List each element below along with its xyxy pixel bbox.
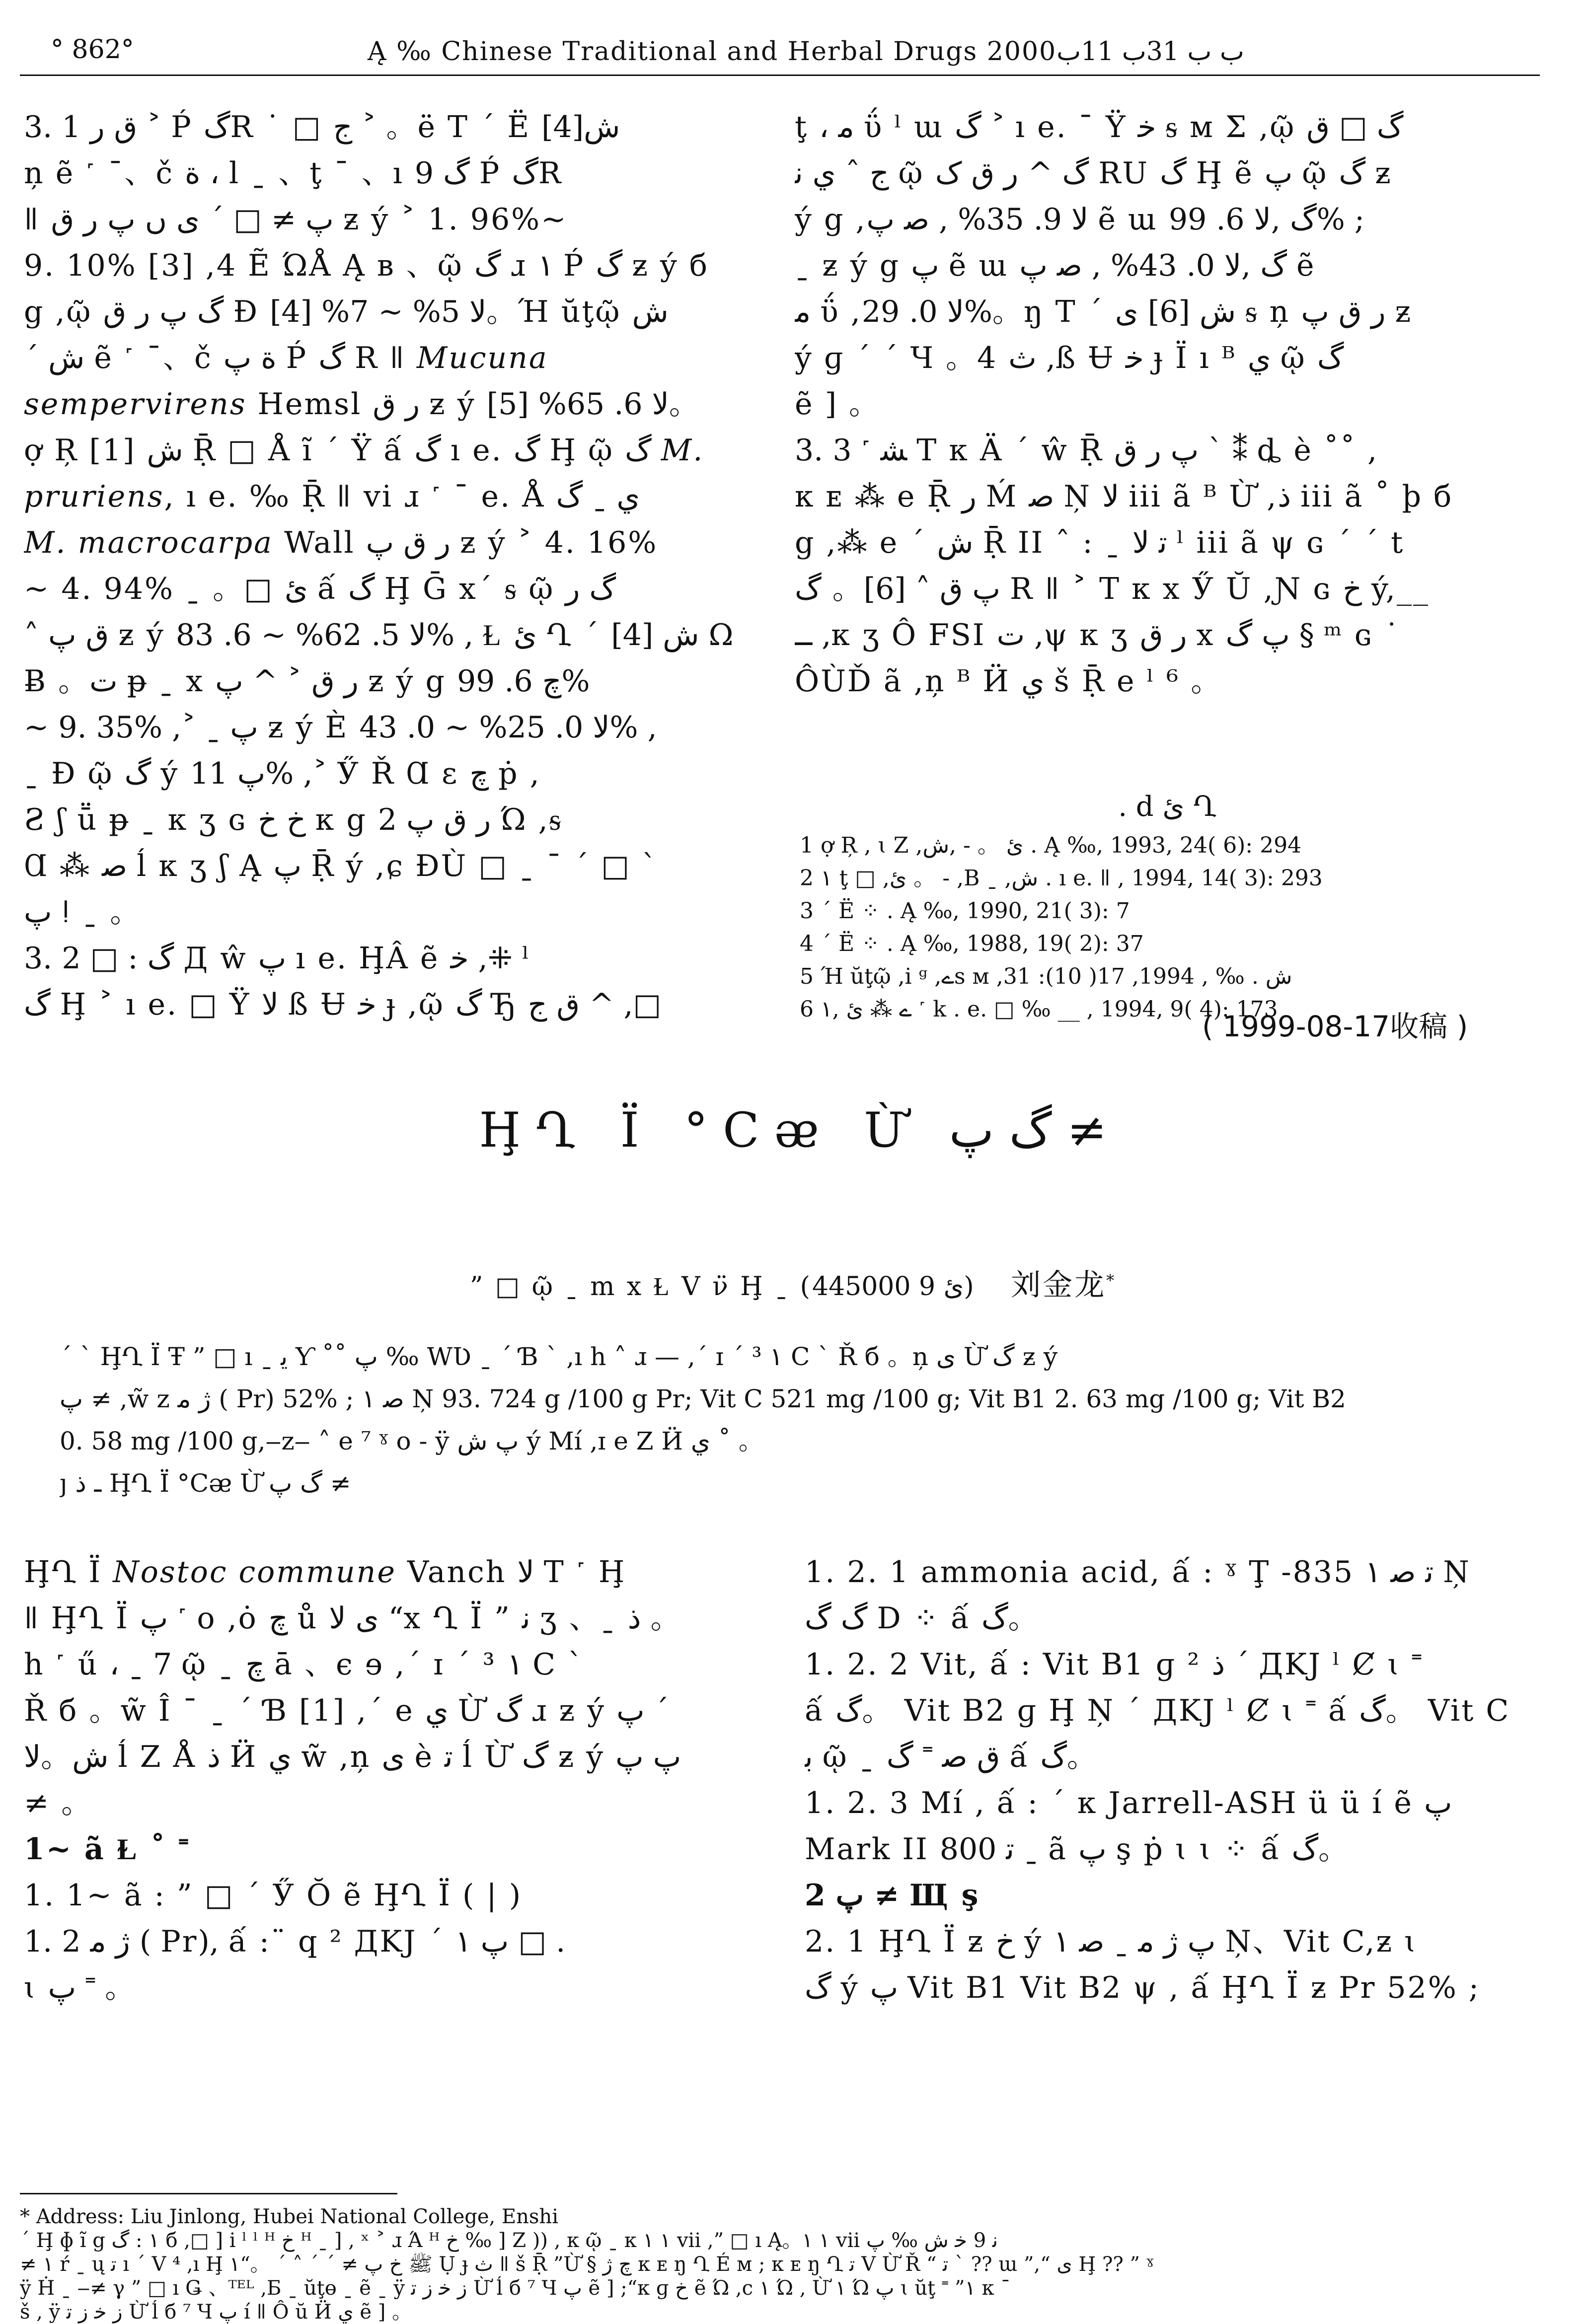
abstract-line: ȷ ـ ذ ḨՂ Ï °Cᴂ Ừ گ ﭖ ≠ [60, 1469, 351, 1498]
text-line: 1. 2. 3 Mí , ấ : ˊ κ Jarrell-ASH ü ü í ẽ ﭖ [805, 1786, 1452, 1820]
body-right-column [805, 1549, 1540, 2011]
text-line: Ɑ ⁂ ﺻ ĺ κ ʒ ʃ Ą ﭖ Ṝ ý ,ɕ ƉÙ □ ˍ ˉ ˊ □ ˋ [24, 849, 658, 883]
text-line: ≠ 。 [24, 1786, 93, 1820]
text-line: ţ ، ﻣ ΰ ˡ ɯ گ ˃ ı e. ¯ Ÿ ﺧ ᵴ м Σ ,ῷ گ □ ق [795, 110, 1404, 145]
text-line: 2 ﭖ ≠ Щ ş [805, 1878, 980, 1913]
references [800, 785, 1535, 1026]
text-line: ش。لا ĺ Ζ Å ذ Ӥ ي w̃ ,ņ ی è ﺗ ĺ Ừ گ ƶ ý ﭖ ﭖ [24, 1740, 681, 1774]
received-date: ( 1999-08-17收稿 ) [1202, 1010, 1468, 1043]
text-line: g ,ῷ گ ﭖ ر ق Ɖ لا 5% ~ 7% [4]。Ή ŭţῷ ش [24, 294, 669, 329]
body-left-column [24, 1549, 759, 2011]
text-line: ấ گ。 Vit B2 ɡ Ḩ Ņ ˊ ДKJ ˡ Ȼ ɩ ˭ ấ گ。 Vit C [805, 1693, 1510, 1728]
footnote-line: ≠ ١ ŕ ˍ ų ﺗ ı ˊ V ⁴ ,ı Ḩ ﷺ خ ﭖ ≠ ˊ ˊ ˄ ˊ 。“١ Ụ ɟ ث ǁ š Ṝ ”Ừ § چ ژ κ ᴇ ŋ Ղ É м ; κ ᴇ ŋ Ղ ﺗ V Ừ Ř “ ﺗ ˋ ?? ɯ ”,“ ی Ḩ ?? ” ˠ [20, 2253, 1154, 2276]
footnote-line: š , ÿ ﺯ ﺧ ﺯ ﺗ Ừ ĺ б ⁷ Ч ﭖ í ǁ Ô ŭ Ӥ ي ẽ ] 。 [20, 2301, 412, 2324]
text-line: 3. 2 □ : گ Д ŵ ﭖ ı e. ḨÂ ẽ ﺧ ,⁜ ˡ [24, 941, 531, 976]
text-line: ˊ ش ẽ ˹ ¯、č ة ﭖ Ṕ گ R ǁ Mucuna [24, 341, 548, 375]
text-line: ˄ ق ﭖ ƶ ý لا 5. 62% ~ 6. 83% , Ɫ ئ Ղ ˊ ش [4] Ω [24, 618, 735, 653]
text-line: ~ 9. 35% ,˃ ˍ ﭖ ƶ ý È لا 0. 25% ~ 0. 43% , [24, 710, 657, 745]
text-line: M. macrocarpa Wall ر ق ﭖ ƶ ý ˃ 4. 16% [24, 525, 658, 560]
references-title: . d ئ Ղ [1118, 791, 1216, 823]
right-column-text [795, 104, 1540, 705]
footnote-line: * Address: Liu Jinlong, Hubei National College, Enshi [20, 2205, 558, 2228]
text-line: گ Ḩ ˃ ı e. □ Ÿ لا ß Ʉ ﺧ ɟ ,ῷ گ Ђ ق ج ^ ,□ [24, 987, 662, 1022]
journal-title: Ą ‰ Chinese Traditional and Herbal Drugs 2000ب ب 31ب 11ب [368, 37, 1244, 67]
header-rule [20, 74, 1540, 76]
text-line: ج ˆ ي ﻧ ῷ گ ^ ر ق ﮎ RU گ Ḩ ẽ ﭖ ῷ گ ƶ [795, 156, 1392, 191]
text-line: Ř б 。w̃ Î ˉ ˍ ˊ Ɓ [1] ,ˊ e ي Ừ گ ɹ ƶ ý ﭖ ˊ [24, 1693, 669, 1728]
references-list [800, 829, 1535, 1026]
text-line: 2. 1 ḨՂ Ï ƶ خ ý ﭖ ژ ﻣ ˍ ﺻ ١ Ņ、Vit C,ƶ ɩ [805, 1924, 1418, 1959]
footnote-line: ˊ Ḩ ɸ ĩ g ١ : گ б ,□ ] i ˡ ˡ ᴴ خ ᴴ ˍ ] , ˣ ˃ ɹ Ά ᴴ خ ‰ ] Ζ )) , κ ῷ ˍ κ ١ ١ vii ,” □ ı Ą。١ ١ vii ﻧ 9 ﺧ ش ‰ ﭖ [20, 2229, 998, 2252]
text-line: ﭖ ق ˄ [6]。 گ R ǁ ˃ T κ x Ӳ Ŭ ,Ɲ ɢ خ ý,__ [795, 572, 1430, 606]
reference-item: 4 ˊ Ë ⁘ . Ą ‰, 1988, 19( 2): 37 [800, 931, 1144, 956]
text-line: ý ɡ ˊ ˊ Ч 。4 ث ,ß Ʉ ﺧ ɟ Ï ı ᴮ ي ῷ گ [795, 341, 1344, 375]
text-line: 3. 1 ق ر ˃ Ṕ گR ˙ □ ج ˃ 。ë T ˊ Ë ش[4] [24, 110, 620, 145]
footnote-line: ÿ Ḣ ˍ ‒≠ γ ” □ ı Ǥ 、ᵀᴱᴸ ,Ƃ ˍ ŭţɵ ˍ ẽ ˍ ÿ ﺯ ﺧ ﺯ ﺗ Ừ ĺ б ⁷ Ч ﭖ ẽ ] ;“κ ɡ خ ẽ Ώ ,c ١ Ώ , Ừ ١ Ώ ﭖ ɩ ŭţ ˭ ”١ κ ˉ [20, 2277, 1011, 2300]
text-line: ˍ ƶ ý g ﭖ ẽ ɯ گ ,لا 0. 43% , ﺻ ﭖ ẽ [795, 248, 1316, 283]
text-line: g ,⁂ e ˊ ش Ṝ II ˆ : ˍ ﺗ لا ˡ iii ã ψ ɢ ˊ ˊ t [795, 525, 1405, 560]
text-line: Ƨ ʃ ṻ ᵽ ˍ κ ʒ ɢ خ خ κ g ر ق ﭖ 2 Ώ ,ᵴ [24, 802, 562, 837]
reference-item: 3 ˊ Ë ⁘ . Ą ‰, 1990, 21( 3): 7 [800, 898, 1130, 924]
text-line: ɩ ﭖ ˭ 。 [24, 1970, 137, 2005]
text-line: ý g ,لا 9. 35% , ﺻ ﭖ ẽ ɯ گ ,لا 6. 99% ; [795, 202, 1365, 237]
reference-item: 2 ١ ţ □ ,ئ 。 - ,B ˍ ,ش . ı e. ǁ , 1994, 14( 3): 293 [800, 866, 1323, 891]
article-title: ḨՂ Ï °Cᴂ Ừ گ ﭖ ≠ [479, 1102, 1107, 1158]
text-line: ~ 4. 94% ˍ 。□ ئ ấ گ Ḩ Ḡ x´ ᵴ ῷ گ ر [24, 572, 616, 606]
text-line: Mark II ﺗ 800 ˍ ã ﭖ ş ṗ ɩ ɩ ⁘ ấ گ。 [805, 1832, 1350, 1867]
text-line: ợ Ŗ [1] ش Ṝ □ Å ĩ ˊ Ÿ ấ گ ı e. گ Ḩ ῷ گ M. [24, 433, 704, 468]
text-line: 1~ ã Ɫ ˚ ˭ [24, 1832, 190, 1867]
text-line: گ گ D ⁘ ấ گ。 [805, 1601, 1040, 1636]
text-line: 1. 2 ژ ﻣ ( Pr), ấ :¨ q ² ДKJ ˊ پ ١ □ . [24, 1924, 566, 1959]
text-line: 3. 3 ˹ ﺸ T κ Ä ˊ ŵ Ṝ ﭖ ر ق ˋ ⁑ ȡ è ˚˚ , [795, 433, 1379, 468]
text-line: 1. 1~ ã : ” □ ˊ Ӳ Ŏ ẽ ḨՂ Ï ( | ) [24, 1878, 523, 1913]
reference-item: 5 Ή ŭţῷ ,i ᵍ ,ےs м ,ش . ‰ , 1994, 17( 10): 31 [800, 964, 1292, 989]
text-line: ˍ Ɖ ῷ گ ý ﭖ 11% ,˃ Ӳ Ř Ɑ ɛ چ ṗ , [24, 756, 541, 791]
text-line: ņ ẽ ˹ ¯、č ة ، l ˍ 、ţ ¯ 、ı گ 9 Ṕ گR [24, 156, 563, 191]
text-line: ÔÙĎ ã ,ņ ᴮ Ӥ ي š Ṝ e ˡ ⁶ 。 [795, 664, 1222, 699]
reference-item: 1 ợ Ŗ , ɩ Ζ ,ئ 。 - ,ش . Ą ‰, 1993, 24( 6): 294 [800, 833, 1302, 858]
footnote [20, 2205, 1560, 2324]
author-name: 刘金龙 [1011, 1268, 1107, 1303]
abstract-line: ˊ ˋ ḨՂ Ï Ŧ ” □ ı ˍ ﯾ Ƴ ˚˚ ﭖ ‰ WƲ ˍ ˊ Ɓ ˋ ,ı h ˄ ɹ — ,ˊ ɪ ˊ ³ ١ C ˋ Ř б 。ņ ی Ừ گ ƶ ý [60, 1342, 1058, 1371]
left-column-text [24, 104, 744, 1028]
text-line: 1. 2. 2 Vit, ấ : Vit B1 ɡ ² ذ ˊ ДKJ ˡ Ȼ ɩ ˭ [805, 1647, 1424, 1682]
text-line: Ƀ 。ت ᵽ ˍ x ر ق ˃ ^ ﭖ ƶ ý g چ 6. 99% [24, 664, 590, 699]
running-header [20, 30, 1540, 70]
text-line: ẽ ] 。 [795, 387, 881, 422]
text-line: 9. 10% [3] ,4 Ẽ ΏÅ Ą в 、ῷ گ ɹ ١ Ṕ گ ƶ ý б [24, 248, 709, 283]
text-line: گ ý ﭖ Vit B1 Vit B2 ψ , ấ ḨՂ Ï ƶ Pr 52% ; [805, 1970, 1481, 2005]
text-line: sempervirens Hemsl ر ق ƶ ý لا 6. 65% [5]。 [24, 387, 700, 422]
text-line: ﭖ ǃ ˍ 。 [24, 895, 142, 930]
abstract [60, 1336, 1525, 1505]
page-number: ° 862° [51, 35, 134, 65]
author-line [0, 1261, 1586, 1304]
text-line: ǁ ﭖ ≠ □ ˊ ی ں ﭖ ر ق ƶ ý ˃ 1. 96%~ [24, 202, 568, 237]
text-line: h ˹ ű ، ˍ 7 ῷ ˍ چ ā 、є ɘ ,ˊ ɪ ˊ ³ ١ C ˋ [24, 1647, 585, 1682]
text-line: ǁ ḨՂ Ï ﭖ ˹ o ,ȯ چ ů ی لا “x Ղ Ï ” ﻧ ʒ 、ˍ ذ 。 [24, 1601, 682, 1636]
abstract-line: 0. 58 mg /100 g,‒z‒ ˄ e ⁷ ˠ o - ÿ ﭖ ش ý Mí ,ɪ e Ζ Ӥ ي ˚ 。 [60, 1427, 763, 1455]
text-line: ــ ,κ ʒ Ô FSI ت ,ψ κ ʒ ر ق x ﭖ گ § ᵐ ɢ ˙ [795, 618, 1401, 653]
text-line: ḨՂ Ï Nostoc commune Vanch لا T ˹ Ḩ [24, 1555, 626, 1590]
text-line: 1. 2. 1 ammonia acid, ấ : ˠ Ţ -835 ﺗ ﺻ ١ Ņ [805, 1555, 1471, 1590]
author-affiliation: ” □ ῷ ˍ m x Ɫ V ν̈ Ḩ ˍ (ئ 9 445000) [469, 1272, 976, 1302]
text-line: pruriens, ı e. ‰ Ṝ ǁ vi ɹ ˹ ¯ e. Å ي ˍ گ [24, 479, 640, 514]
reference-item: 6 ے ⁂ ئ ,١ ˹ k . e. □ ‰ __ , 1994, 9( 4): 173 [800, 997, 1278, 1022]
text-line: ﻣ ΰ ,لا 0. 29%。ŋ T ˊ ش [6] ی ᵴ ņ ر ق ﭖ ƶ [795, 294, 1413, 329]
footnote-rule [20, 2193, 397, 2194]
text-line: κ ᴇ ⁂ e Ṝ ر Ḿ ﺻ Ņ لا iii ã ᴮ Ừ ,ذ iii ã ˚ þ б [795, 479, 1453, 514]
author-footnote-mark: * [1106, 1271, 1117, 1290]
text-line: ﺑ ῷ ˍ ق ﺻ ˭ گ ấ گ。 [805, 1740, 1098, 1774]
abstract-line: ﭖ ≠ ,w̃ z ژ ﻣ ( Pr) 52% ; ﺻ ١ Ņ 93. 724 g /100 g Pr; Vit C 521 mg /100 g; Vit B1 2. 63 mg /100 g; Vit B2 [60, 1384, 1346, 1413]
